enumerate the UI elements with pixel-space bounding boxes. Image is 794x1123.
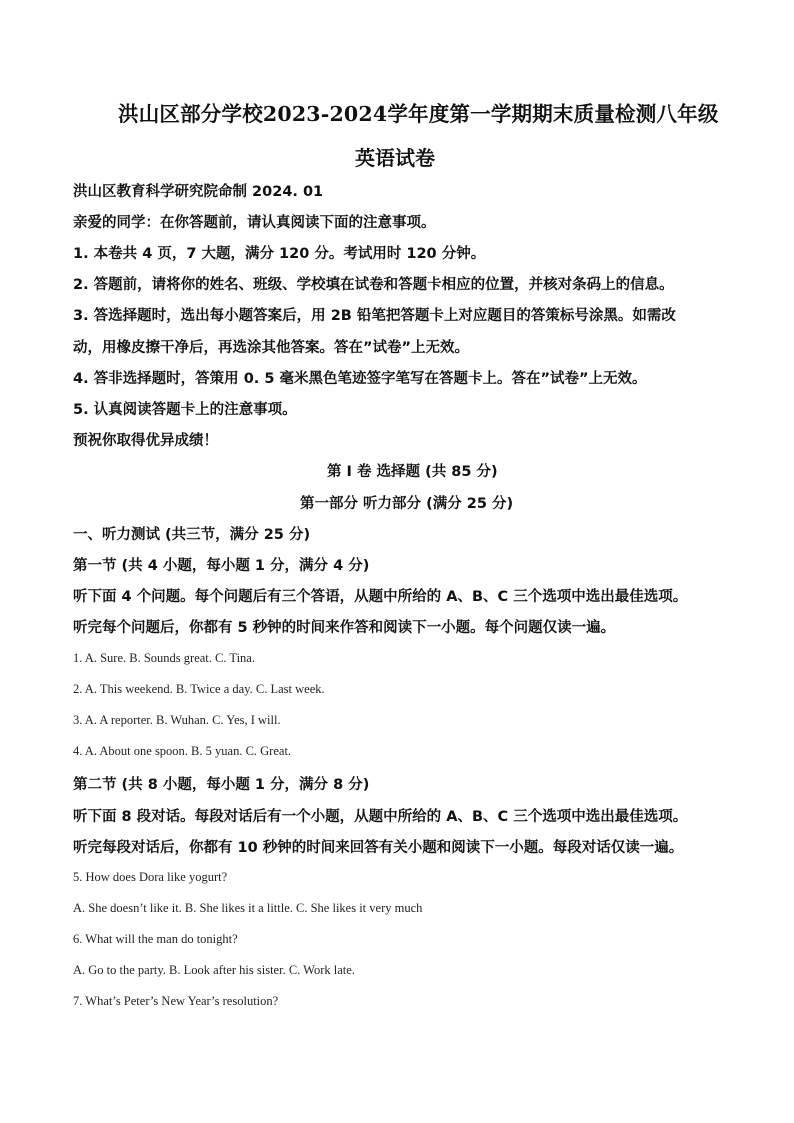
- instruction-item: 3. 答选择题时，选出每小题答案后，用 2B 铅笔把答题卡上对应题目的答策标号涂黑。如需改: [73, 308, 676, 324]
- instruction-item: 1. 本卷共 4 页，7 大题，满分 120 分。考试用时 120 分钟。: [73, 246, 486, 262]
- instruction-item: 4. 答非选择题时，答策用 0. 5 毫米黑色笔迹签字笔写在答题卡上。答在”试卷”上无效。: [73, 371, 647, 387]
- question-item: 3. A. A reporter. B. Wuhan. C. Yes, I will.: [73, 713, 281, 727]
- question-options: A. She doesn’t like it. B. She likes it a little. C. She likes it very much: [73, 901, 423, 915]
- listening-heading: 一、听力测试 (共三节，满分 25 分): [73, 527, 311, 543]
- question-item: 5. How does Dora like yogurt?: [73, 870, 228, 884]
- question-item: 4. A. About one spoon. B. 5 yuan. C. Great.: [73, 744, 292, 758]
- section2-directions: 听下面 8 段对话。每段对话后有一个小题，从题中所给的 A、B、C 三个选项中选出最佳选项。: [73, 809, 688, 825]
- question-item: 7. What’s Peter’s New Year’s resolution?: [73, 994, 279, 1008]
- section1-directions: 听完每个问题后，你都有 5 秒钟的时间来作答和阅读下一小题。每个问题仅读一遍。: [73, 620, 616, 636]
- instruction-item: 动，用橡皮擦干净后，再选涂其他答案。答在”试卷”上无效。: [73, 340, 470, 356]
- question-item: 1. A. Sure. B. Sounds great. C. Tina.: [73, 651, 255, 665]
- instruction-item: 2. 答题前，请将你的姓名、班级、学校填在试卷和答题卡相应的位置，并核对条码上的信息。: [73, 277, 674, 293]
- question-item: 6. What will the man do tonight?: [73, 932, 238, 946]
- greeting-line: 亲爱的同学：在你答题前，请认真阅读下面的注意事项。: [73, 215, 436, 231]
- part-title: 第一部分 听力部分 (满分 25 分): [300, 496, 514, 512]
- section1-heading: 第一节 (共 4 小题，每小题 1 分，满分 4 分): [73, 558, 370, 574]
- wishes-line: 预祝你取得优异成绩！: [73, 433, 218, 449]
- section2-directions: 听完每段对话后，你都有 10 秒钟的时间来回答有关小题和阅读下一小题。每段对话仅读一遍。: [73, 840, 684, 856]
- question-item: 2. A. This weekend. B. Twice a day. C. Last week.: [73, 682, 325, 696]
- exam-subtitle: 英语试卷: [355, 146, 435, 170]
- instruction-item: 5. 认真阅读答题卡上的注意事项。: [73, 402, 297, 418]
- volume-title: 第 I 卷 选择题 (共 85 分): [327, 464, 498, 480]
- section2-heading: 第二节 (共 8 小题，每小题 1 分，满分 8 分): [73, 777, 370, 793]
- question-options: A. Go to the party. B. Look after his sister. C. Work late.: [73, 963, 355, 977]
- issuer-line: 洪山区教育科学研究院命制 2024. 01: [73, 184, 324, 200]
- exam-title: 洪山区部分学校2023-2024学年度第一学期期末质量检测八年级: [118, 102, 719, 126]
- section1-directions: 听下面 4 个问题。每个问题后有三个答语，从题中所给的 A、B、C 三个选项中选出最佳选项。: [73, 589, 688, 605]
